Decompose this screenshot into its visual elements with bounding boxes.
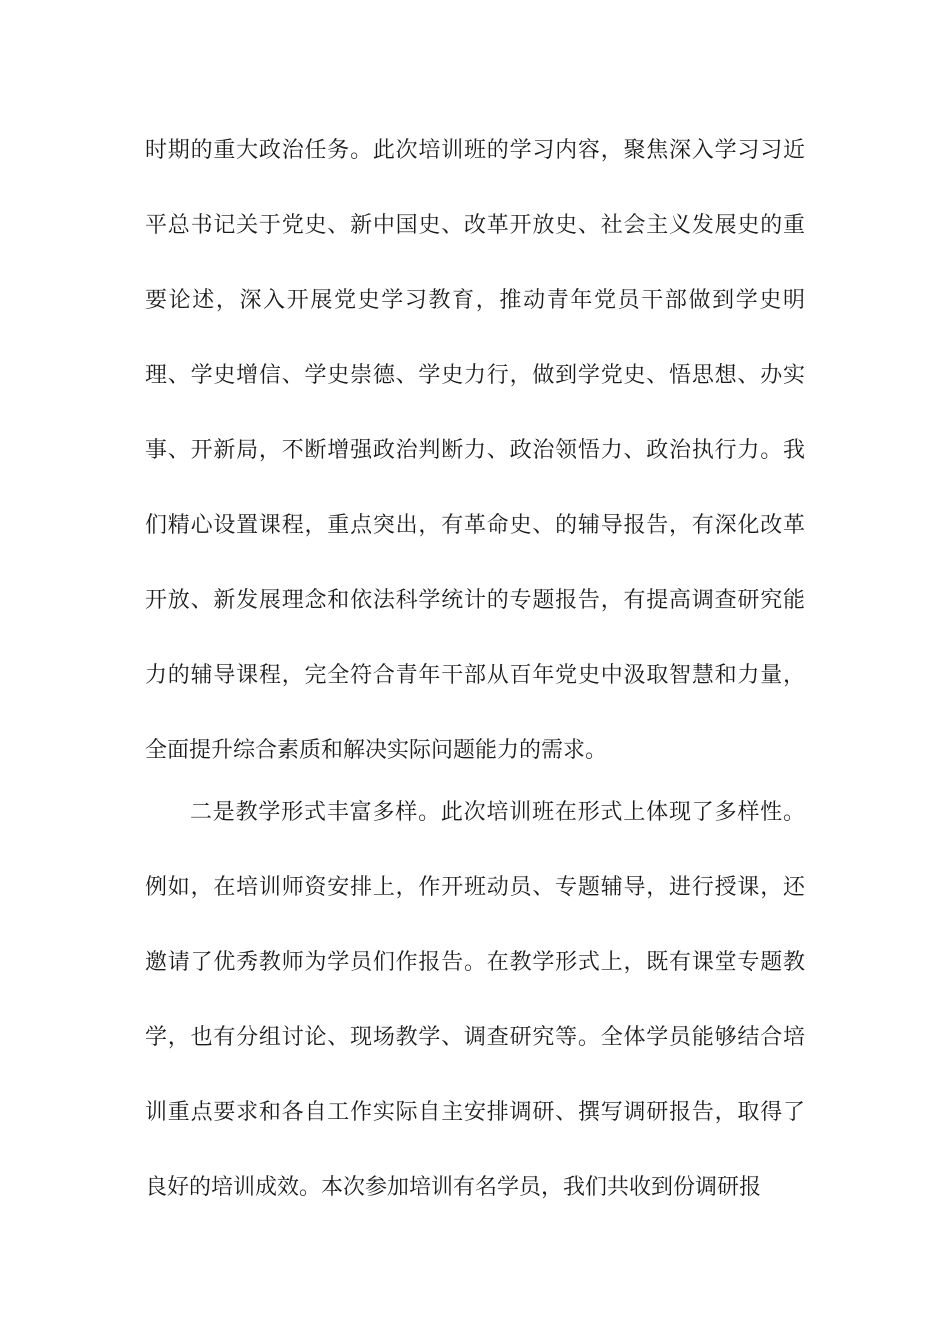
paragraph-line: 力的辅导课程，完全符合青年干部从百年党史中汲取智慧和力量，: [145, 663, 805, 688]
paragraph-line: 良好的培训成效。本次参加培训有名学员，我们共收到份调研报: [145, 1175, 762, 1200]
paragraph-line: 开放、新发展理念和依法科学统计的专题报告，有提高调查研究能: [145, 588, 805, 613]
paragraph-line: 平总书记关于党史、新中国史、改革开放史、社会主义发展史的重: [145, 213, 805, 238]
paragraph-line: 全面提升综合素质和解决实际问题能力的需求。: [145, 738, 608, 763]
paragraph-line: 邀请了优秀教师为学员们作报告。在教学形式上，既有课堂专题教: [145, 950, 805, 975]
paragraph-line: 时期的重大政治任务。此次培训班的学习内容，聚焦深入学习习近: [145, 138, 805, 163]
paragraph-line: 二是教学形式丰富多样。此次培训班在形式上体现了多样性。: [190, 800, 805, 825]
paragraph-line: 要论述，深入开展党史学习教育，推动青年党员干部做到学史明: [145, 288, 805, 313]
paragraph-line: 例如，在培训师资安排上，作开班动员、专题辅导，进行授课，还: [145, 875, 805, 900]
paragraph-line: 事、开新局，不断增强政治判断力、政治领悟力、政治执行力。我: [145, 438, 805, 463]
paragraph-line: 训重点要求和各自工作实际自主安排调研、撰写调研报告，取得了: [145, 1100, 805, 1125]
paragraph-line: 学，也有分组讨论、现场教学、调查研究等。全体学员能够结合培: [145, 1025, 805, 1050]
paragraph-line: 理、学史增信、学史崇德、学史力行，做到学党史、悟思想、办实: [145, 363, 805, 388]
paragraph-line: 们精心设置课程，重点突出，有革命史、的辅导报告，有深化改革: [145, 513, 805, 538]
